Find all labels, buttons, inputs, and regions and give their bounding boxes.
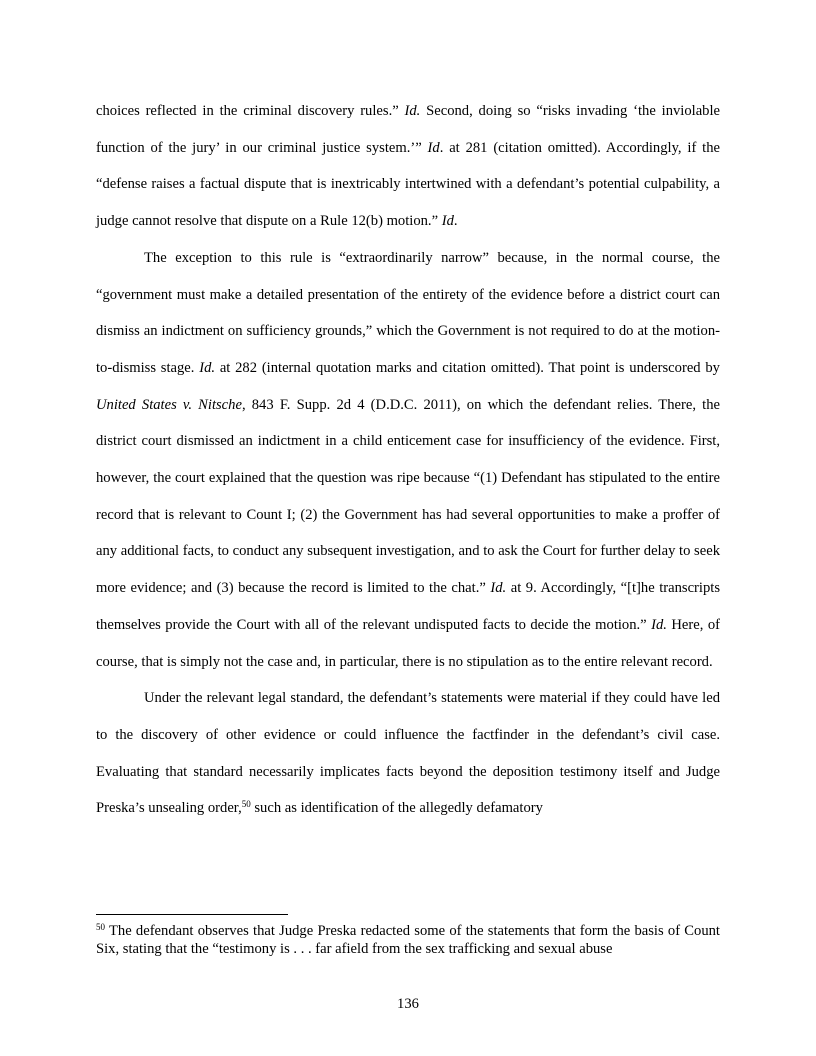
paragraph-2: The exception to this rule is “extraordinarily narrow” because, in the normal course, the “government must make a detailed presentation of the entirety of the evidence before a district court can dismiss an indictment on sufficiency grounds,” which the Government is not required to do at the motion-to-dismiss stage. Id. at 282 (internal quotation marks and citation omitted). That point is underscored by United States v. Nitsche, 843 F. Supp. 2d 4 (D.D.C. 2011), on which the defendant relies. There, the district court dismissed an indictment in a child enticement case for insufficiency of the evidence. First, however, the court explained that the question was ripe because “(1) Defendant has stipulated to the entire record that is relevant to Count I; (2) the Government has had several opportunities to make a proffer of any additional facts, to conduct any subsequent investigation, and to ask the Court for further delay to seek more evidence; and (3) because the record is limited to the chat.” Id. at 9. Accordingly, “[t]he transcripts themselves provide the Court with all of the relevant undisputed facts to decide the motion.” Id. Here, of course, that is simply not the case and, in particular, there is no stipulation as to the entire relevant record.: [96, 249, 720, 670]
citation-id: Id.: [490, 580, 507, 597]
paragraph-1: choices reflected in the criminal discovery rules.” Id. Second, doing so “risks invading ‘the inviolable function of the jury’ in our criminal justice system.’” Id. at 281 (citation omitted). Accordingly, if the “defense raises a factual dispute that is inextricably intertwined with a defendant’s potential culpability, a judge cannot resolve that dispute on a Rule 12(b) motion.” Id.: [96, 103, 720, 230]
citation-id: Id: [427, 139, 440, 156]
citation-id: Id.: [199, 359, 216, 376]
footnote-50: [96, 922, 720, 958]
body-text: [96, 93, 720, 827]
paragraph-3: Under the relevant legal standard, the defendant’s statements were material if they could have led to the discovery of other evidence or could influence the factfinder in the defendant’s civil case. Evaluating that standard necessarily implicates facts beyond the deposition testimony itself and Judge Preska’s unsealing order,$^{50}$ such as identification of the allegedly defamatory: [96, 690, 720, 817]
citation-id: Id.: [651, 616, 667, 633]
footnote-number: 50: [96, 922, 105, 932]
case-name: United States v. Nitsche: [96, 396, 242, 413]
citation-id: Id.: [404, 103, 421, 119]
page-number: 136: [397, 996, 419, 1012]
footnote-divider: [96, 914, 288, 915]
footnote-text: The defendant observes that Judge Preska redacted some of the statements that form the basis of Count Six, stating that the “testimony is . . . far afield from the sex trafficking and sexual abuse: [96, 923, 720, 957]
footnote-reference: 50: [241, 799, 251, 810]
citation-id: Id: [441, 213, 454, 230]
